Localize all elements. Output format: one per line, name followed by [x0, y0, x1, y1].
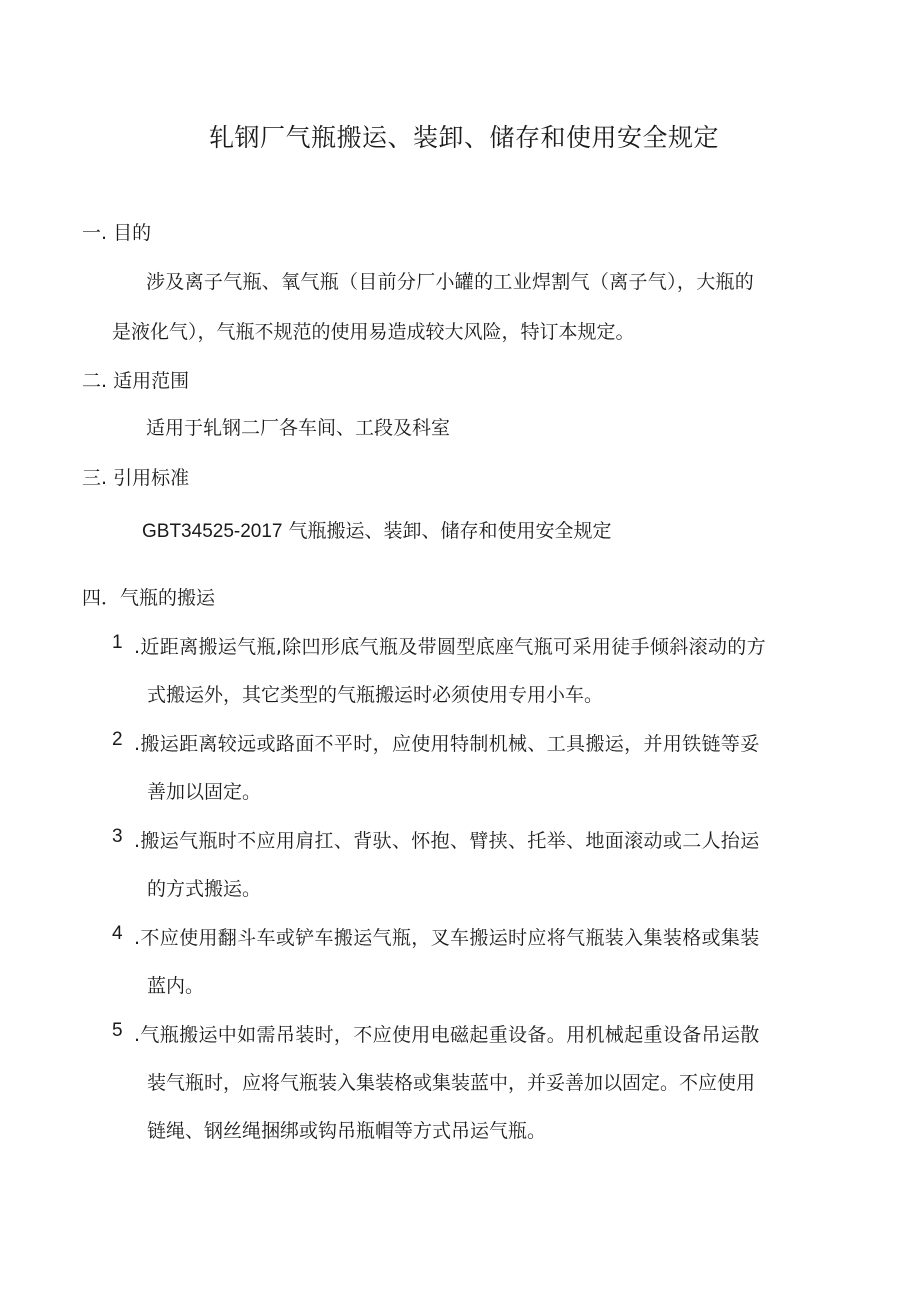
list-item-number: 3: [112, 826, 123, 847]
section-heading-reference: 三. 引用标准: [82, 467, 190, 489]
reference-standard: [142, 516, 612, 543]
list-item-number: 1: [112, 632, 123, 653]
reference-standard-title: 气瓶搬运、装卸、储存和使用安全规定: [288, 520, 612, 542]
list-item-number: 4: [112, 923, 123, 944]
document-title: 轧钢厂气瓶搬运、装卸、储存和使用安全规定: [208, 123, 719, 152]
scope-text: 适用于轧钢二厂各车间、工段及科室: [146, 417, 451, 439]
reference-standard-code: GBT34525-2017: [142, 521, 283, 542]
list-item-line: 蓝内。: [147, 975, 205, 997]
list-item-line: .气瓶搬运中如需吊装时，不应使用电磁起重设备。用机械起重设备吊运散: [134, 1024, 760, 1046]
section-heading-transport: 四．气瓶的搬运: [82, 587, 216, 609]
list-item-number: 2: [112, 729, 123, 750]
list-item-line: 链绳、钢丝绳捆绑或钩吊瓶帽等方式吊运气瓶。: [147, 1120, 547, 1142]
section-heading-scope: 二. 适用范围: [82, 370, 190, 392]
list-item-line: .不应使用翻斗车或铲车搬运气瓶，叉车搬运时应将气瓶装入集装格或集装: [134, 927, 760, 949]
list-item-line: 式搬运外，其它类型的气瓶搬运时必须使用专用小车。: [147, 684, 604, 706]
list-item-line: .搬运气瓶时不应用肩扛、背驮、怀抱、臂挟、托举、地面滚动或二人抬运: [134, 830, 760, 852]
list-item-line: 的方式搬运。: [147, 878, 262, 900]
list-item-line: .搬运距离较远或路面不平时，应使用特制机械、工具搬运，并用铁链等妥: [134, 733, 760, 755]
list-item-number: 5: [112, 1020, 123, 1041]
section-heading-purpose: 一. 目的: [82, 222, 152, 244]
list-item-line: 装气瓶时，应将气瓶装入集装格或集装蓝中，并妥善加以固定。不应使用: [147, 1072, 756, 1094]
list-item-line: 善加以固定。: [147, 781, 262, 803]
purpose-text-line-1: 涉及离子气瓶、氧气瓶（目前分厂小罐的工业焊割气（离子气），大瓶的: [146, 271, 755, 293]
list-item-line: .近距离搬运气瓶,除凹形底气瓶及带圆型底座气瓶可采用徒手倾斜滚动的方: [134, 636, 766, 658]
purpose-text-line-2: 是液化气），气瓶不规范的使用易造成较大风险，特订本规定。: [112, 321, 635, 343]
